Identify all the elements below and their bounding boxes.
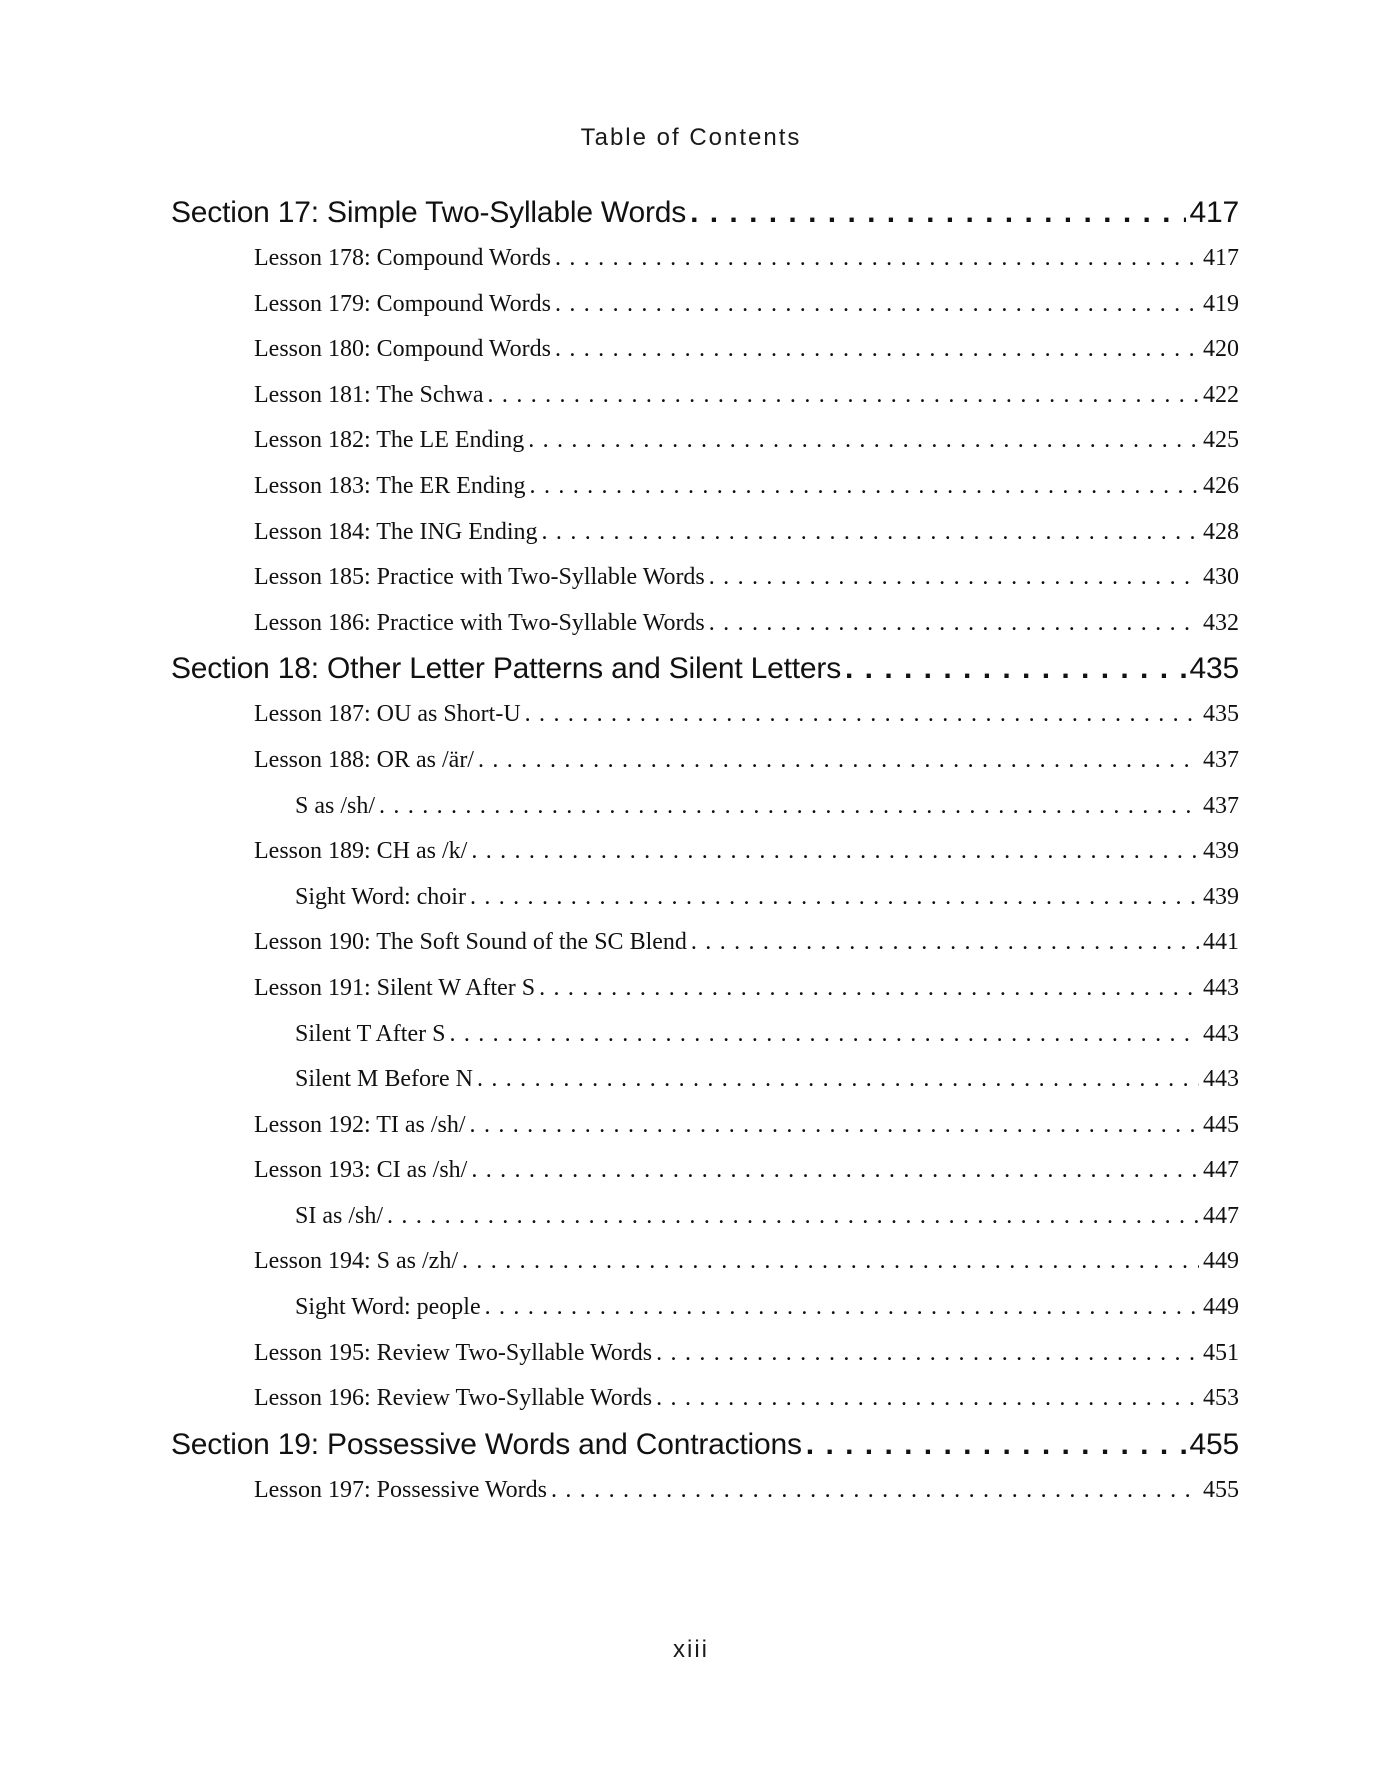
toc-entry-label: Lesson 191: Silent W After S: [254, 974, 536, 1001]
dot-leader: [806, 1422, 1186, 1468]
toc-entry-page-number: 439: [1203, 838, 1239, 865]
toc-entry-lesson: [171, 510, 1239, 556]
toc-entry-lesson: [171, 282, 1239, 328]
toc-entry-page-number: 449: [1203, 1294, 1239, 1321]
toc-entry-page-number: 437: [1203, 792, 1239, 819]
toc-entry-label: Lesson 180: Compound Words: [254, 336, 551, 363]
dot-leader: [709, 601, 1199, 647]
toc-entry-page-number: 451: [1203, 1339, 1239, 1366]
toc-entry-label: Lesson 183: The ER Ending: [254, 472, 526, 499]
toc-entry-page-number: 425: [1203, 427, 1239, 454]
toc-entry-sub: [171, 1194, 1239, 1240]
toc-entry-label: Lesson 184: The ING Ending: [254, 518, 538, 545]
toc-entry-sub: [171, 1285, 1239, 1331]
toc-entry-label: Lesson 181: The Schwa: [254, 381, 484, 408]
toc-entry-label: Lesson 187: OU as Short-U: [254, 701, 521, 728]
toc-entry-lesson: [171, 464, 1239, 510]
toc-entry-lesson: [171, 1148, 1239, 1194]
toc-entry-page-number: 443: [1203, 974, 1239, 1001]
toc-entry-label: Lesson 193: CI as /sh/: [254, 1157, 468, 1184]
dot-leader: [387, 1194, 1199, 1240]
toc-entry-page-number: 435: [1189, 652, 1239, 686]
page-number: xiii: [673, 1636, 709, 1663]
toc-entry-label: Lesson 189: CH as /k/: [254, 838, 468, 865]
toc-entry-lesson: [171, 1103, 1239, 1149]
dot-leader: [488, 373, 1199, 419]
toc-entry-section: [171, 1422, 1239, 1468]
toc-entry-label: Lesson 186: Practice with Two-Syllable Words: [254, 609, 705, 636]
toc-entry-page-number: 447: [1203, 1157, 1239, 1184]
toc-entry-label: SI as /sh/: [295, 1202, 384, 1229]
toc-entry-page-number: 443: [1203, 1020, 1239, 1047]
toc-entry-section: [171, 190, 1239, 236]
toc-entry-label: Silent M Before N: [295, 1066, 473, 1093]
toc-entry-lesson: [171, 1331, 1239, 1377]
toc-entry-page-number: 441: [1203, 929, 1239, 956]
dot-leader: [379, 784, 1199, 830]
toc-entry-lesson: [171, 738, 1239, 784]
toc-entry-lesson: [171, 1376, 1239, 1422]
toc-entry-lesson: [171, 966, 1239, 1012]
dot-leader: [542, 510, 1199, 556]
toc-entry-label: Lesson 179: Compound Words: [254, 290, 551, 317]
toc-entry-page-number: 435: [1203, 701, 1239, 728]
toc-entry-page-number: 417: [1203, 245, 1239, 271]
toc-entry-page-number: 455: [1203, 1476, 1239, 1503]
toc-entry-lesson: [171, 920, 1239, 966]
dot-leader: [690, 190, 1185, 236]
dot-leader: [551, 1468, 1199, 1514]
dot-leader: [845, 646, 1186, 692]
toc-entry-sub: [171, 1057, 1239, 1103]
toc-entry-label: Section 19: Possessive Words and Contractions: [171, 1427, 802, 1461]
toc-entry-page-number: 447: [1203, 1202, 1239, 1229]
toc-entry-page-number: 453: [1203, 1385, 1239, 1412]
running-head: Table of Contents: [580, 124, 802, 151]
toc-entry-label: Section 17: Simple Two-Syllable Words: [171, 196, 687, 229]
toc-entry-lesson: [171, 236, 1239, 282]
toc-entry-label: Sight Word: people: [295, 1294, 481, 1321]
dot-leader: [709, 555, 1199, 601]
dot-leader: [555, 327, 1199, 373]
toc-entry-section: [171, 646, 1239, 692]
toc-entry-lesson: [171, 1239, 1239, 1285]
toc-entry-label: Lesson 194: S as /zh/: [254, 1248, 458, 1275]
toc-entry-page-number: 437: [1203, 746, 1239, 773]
dot-leader: [555, 236, 1199, 282]
toc-entry-label: Lesson 192: TI as /sh/: [254, 1111, 466, 1138]
dot-leader: [470, 1103, 1199, 1149]
toc-entry-sub: [171, 1012, 1239, 1058]
dot-leader: [656, 1331, 1199, 1377]
toc-entry-label: Silent T After S: [295, 1020, 446, 1047]
toc-entry-label: Lesson 178: Compound Words: [254, 245, 551, 271]
toc-entry-lesson: [171, 418, 1239, 464]
toc-entry-page-number: 443: [1203, 1066, 1239, 1093]
dot-leader: [478, 738, 1199, 784]
toc-entry-page-number: 455: [1189, 1427, 1239, 1461]
toc-entry-sub: [171, 784, 1239, 830]
toc-entry-page-number: 417: [1189, 196, 1239, 229]
toc-entry-lesson: [171, 601, 1239, 647]
toc-entry-label: Lesson 182: The LE Ending: [254, 427, 525, 454]
dot-leader: [485, 1285, 1199, 1331]
dot-leader: [656, 1376, 1199, 1422]
toc-entry-lesson: [171, 829, 1239, 875]
toc-entry-label: Lesson 190: The Soft Sound of the SC Blend: [254, 929, 687, 956]
toc-entry-lesson: [171, 327, 1239, 373]
toc-entry-label: Sight Word: choir: [295, 883, 466, 910]
toc-entry-page-number: 439: [1203, 883, 1239, 910]
toc-entry-lesson: [171, 555, 1239, 601]
toc-entry-label: Lesson 195: Review Two-Syllable Words: [254, 1339, 653, 1366]
dot-leader: [539, 966, 1199, 1012]
dot-leader: [462, 1239, 1199, 1285]
toc-entry-page-number: 430: [1203, 564, 1239, 591]
toc-entry-page-number: 420: [1203, 336, 1239, 363]
toc-entry-sub: [171, 875, 1239, 921]
toc-entry-page-number: 428: [1203, 518, 1239, 545]
toc-entry-label: Lesson 196: Review Two-Syllable Words: [254, 1385, 653, 1412]
table-of-contents: [171, 190, 1239, 1513]
toc-entry-lesson: [171, 692, 1239, 738]
toc-entry-label: Lesson 185: Practice with Two-Syllable Words: [254, 564, 705, 591]
toc-entry-page-number: 445: [1203, 1111, 1239, 1138]
dot-leader: [691, 920, 1199, 966]
dot-leader: [470, 875, 1199, 921]
toc-entry-lesson: [171, 1468, 1239, 1514]
dot-leader: [471, 829, 1199, 875]
toc-entry-page-number: 432: [1203, 609, 1239, 636]
toc-entry-page-number: 419: [1203, 290, 1239, 317]
toc-entry-page-number: 449: [1203, 1248, 1239, 1275]
dot-leader: [555, 282, 1199, 328]
dot-leader: [530, 464, 1199, 510]
dot-leader: [477, 1057, 1199, 1103]
toc-entry-label: Section 18: Other Letter Patterns and Silent Letters: [171, 652, 841, 686]
dot-leader: [525, 692, 1199, 738]
toc-entry-page-number: 422: [1203, 381, 1239, 408]
toc-entry-lesson: [171, 373, 1239, 419]
toc-entry-label: Lesson 188: OR as /är/: [254, 746, 474, 773]
toc-entry-label: Lesson 197: Possessive Words: [254, 1476, 547, 1503]
dot-leader: [449, 1012, 1199, 1058]
dot-leader: [528, 418, 1199, 464]
dot-leader: [471, 1148, 1199, 1194]
toc-entry-page-number: 426: [1203, 472, 1239, 499]
toc-entry-label: S as /sh/: [295, 792, 376, 819]
